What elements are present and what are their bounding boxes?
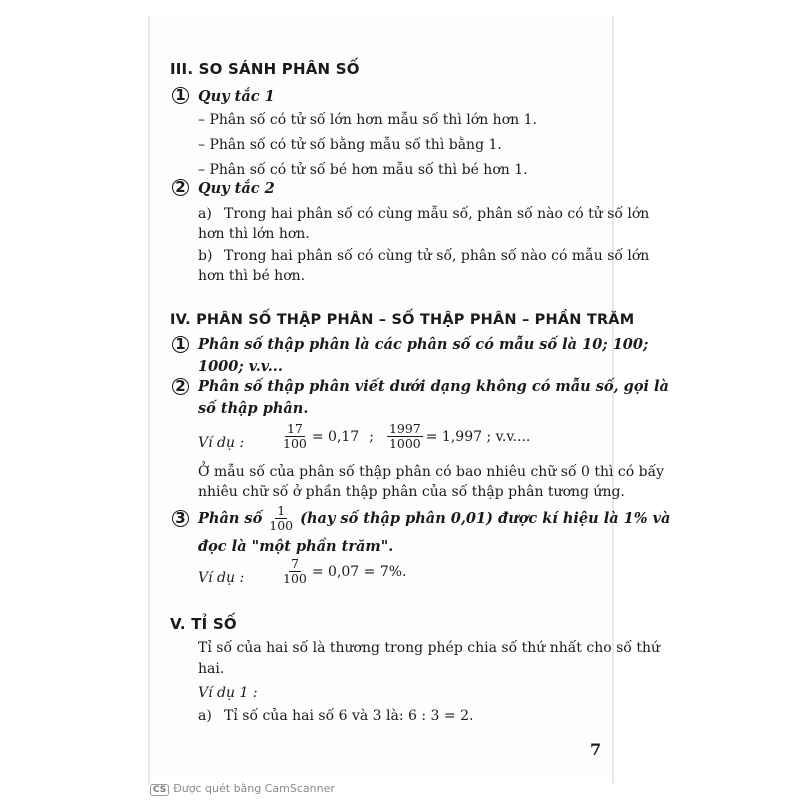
example-label: Ví dụ :	[198, 435, 245, 451]
percent-definition-line-1: Phân số $\frac{1}{100}$ (hay số thập phân 0,01) được kí hiệu là 1% và	[198, 503, 671, 533]
camscanner-footer-text: Được quét bằng CamScanner	[173, 782, 335, 795]
decimal-fraction-definition-line-1: Phân số thập phân là các phân số có mẫu số là 10; 100;	[198, 336, 649, 353]
decimal-number-definition-line-2: số thập phân.	[198, 400, 309, 417]
fraction-7-over-100: $\frac{7}{100}$	[283, 556, 307, 586]
section-5-heading: V. TỈ SỐ	[170, 615, 237, 633]
rule-1-title: Quy tắc 1	[198, 88, 275, 105]
example-percent-equation: $\frac{7}{100}$ = 0,07 = 7%.	[283, 556, 407, 586]
decimal-note-line-1: Ở mẫu số của phân số thập phân có bao nhiêu chữ số 0 thì có bấy	[198, 464, 665, 480]
rule-2-a-label: a)	[198, 206, 212, 222]
rule-2-b-line-1: Trong hai phân số có cùng tử số, phân số nào có mẫu số lớn	[224, 248, 650, 264]
camscanner-logo-icon: CS	[150, 784, 169, 796]
example-decimal-equations: $\frac{17}{100}$ = 0,17 ; $\frac{1997}{1000}$ = 1,997 ; v.v....	[283, 421, 531, 451]
ratio-definition-line-1: Tỉ số của hai số là thương trong phép chia số thứ nhất cho số thứ	[198, 640, 660, 656]
decimal-fraction-definition-line-2: 1000; v.v...	[198, 358, 283, 375]
circled-number-1: 1	[172, 85, 189, 104]
circled-number-2: 2	[172, 376, 189, 395]
example-label: Ví dụ :	[198, 570, 245, 586]
rule-2-b-label: b)	[198, 248, 213, 264]
camscanner-footer	[150, 782, 335, 796]
ratio-example-a-label: a)	[198, 708, 212, 724]
page-number: 7	[590, 740, 602, 759]
ratio-example-a-text: Tỉ số của hai số 6 và 3 là: 6 : 3 = 2.	[224, 708, 474, 724]
fraction-17-over-100: $\frac{17}{100}$	[283, 421, 307, 451]
circled-number-3: 3	[172, 508, 189, 527]
percent-definition-line-2: đọc là "một phần trăm".	[198, 538, 394, 555]
circled-number-2: 2	[172, 177, 189, 196]
scanned-page	[150, 18, 671, 778]
section-3-heading: III. SO SÁNH PHÂN SỐ	[170, 60, 360, 78]
section-4-heading: IV. PHÂN SỐ THẬP PHÂN – SỐ THẬP PHÂN – PHẦN TRĂM	[170, 312, 635, 328]
decimal-note-line-2: nhiêu chữ số ở phần thập phân của số thập phân tương ứng.	[198, 484, 625, 500]
rule-2-a-line-2: hơn thì lớn hơn.	[198, 226, 310, 242]
rule-1-line-3: – Phân số có tử số bé hơn mẫu số thì bé hơn 1.	[198, 162, 528, 178]
rule-2-title: Quy tắc 2	[198, 180, 275, 197]
rule-2-a-line-1: Trong hai phân số có cùng mẫu số, phân số nào có tử số lớn	[224, 206, 650, 222]
page-right-edge	[612, 16, 614, 784]
fraction-1-over-100: $\frac{1}{100}$	[269, 503, 294, 533]
fraction-1997-over-1000: $\frac{1997}{1000}$	[388, 421, 421, 451]
ratio-example-label: Ví dụ 1 :	[198, 685, 258, 701]
rule-2-b-line-2: hơn thì bé hơn.	[198, 268, 306, 284]
decimal-number-definition-line-1: Phân số thập phân viết dưới dạng không có mẫu số, gọi là	[198, 378, 669, 395]
rule-1-line-2: – Phân số có tử số bằng mẫu số thì bằng 1.	[198, 137, 502, 153]
ratio-definition-line-2: hai.	[198, 661, 225, 677]
rule-1-line-1: – Phân số có tử số lớn hơn mẫu số thì lớn hơn 1.	[198, 112, 537, 128]
circled-number-1: 1	[172, 334, 189, 353]
